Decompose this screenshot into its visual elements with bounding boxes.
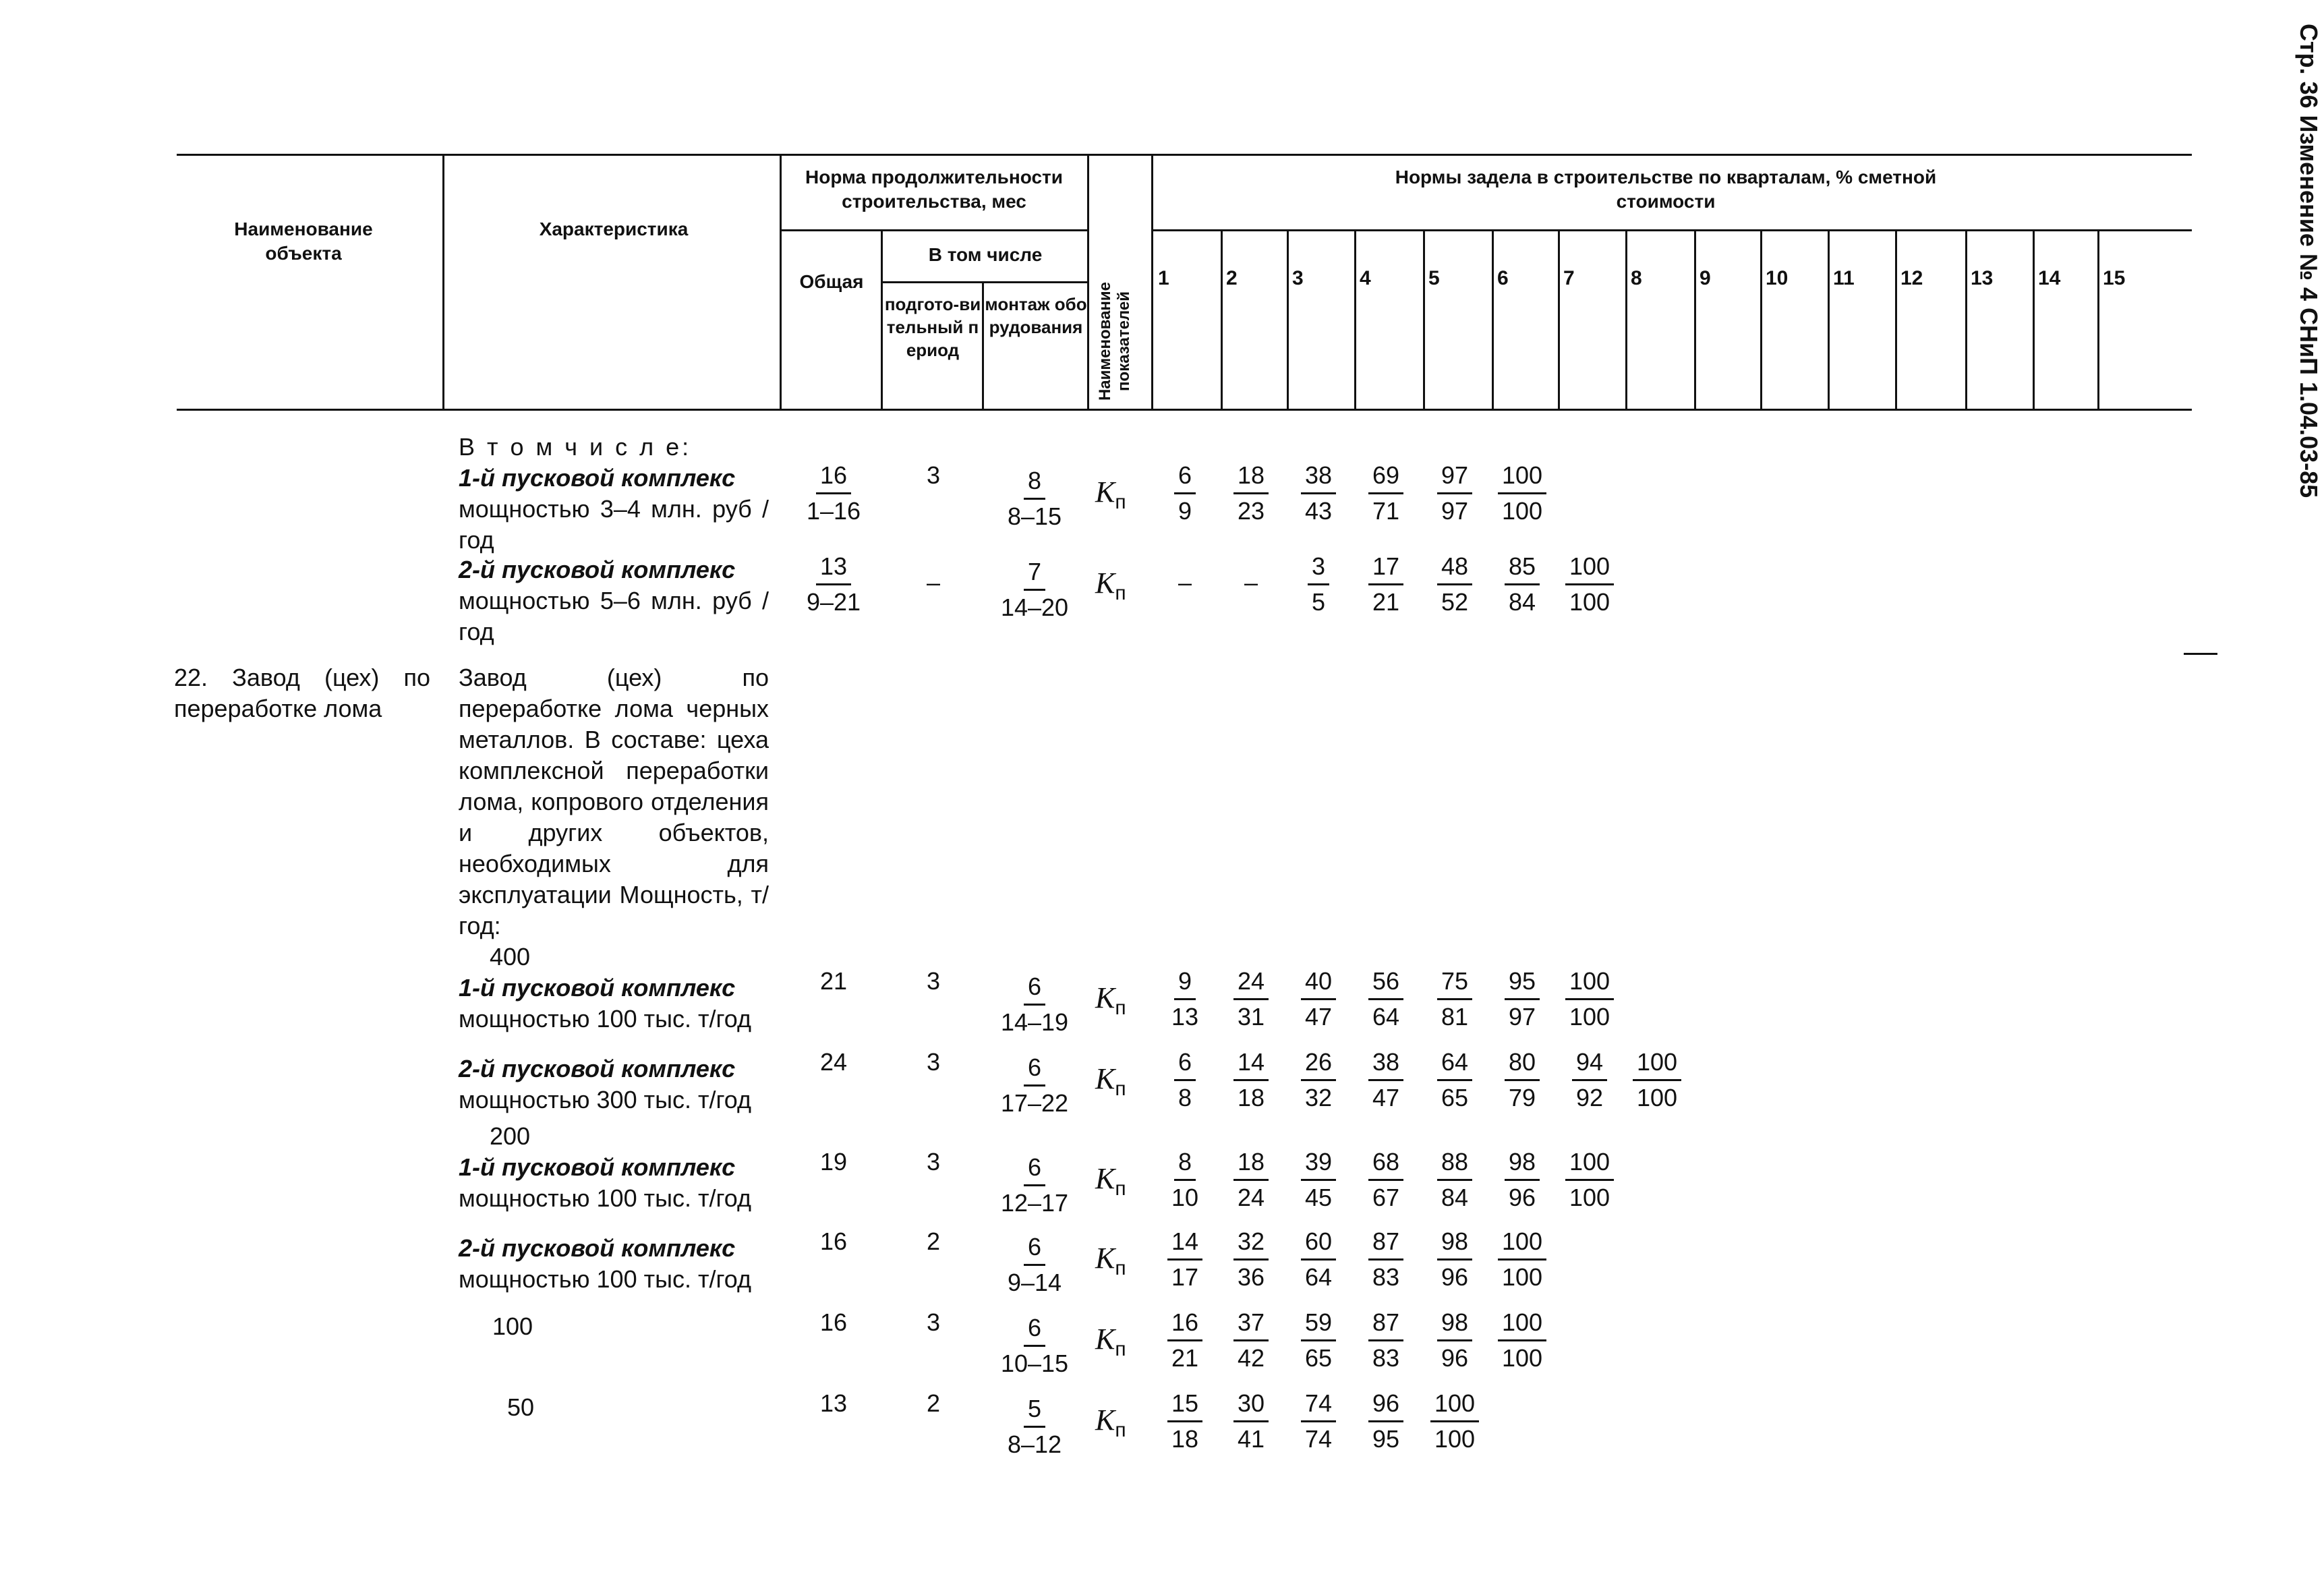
quarter-2-value-bottom: 18: [1237, 1084, 1265, 1111]
quarter-3-value-bottom: 43: [1304, 497, 1333, 525]
quarter-3-value-top: 38: [1301, 459, 1336, 494]
quarter-header-14: 14: [2038, 267, 2061, 289]
quarter-1-value-top: 6: [1174, 1045, 1196, 1081]
r400a-capacity: мощностью 100 тыс. т/год: [459, 1005, 752, 1033]
indicator-kp-letter: K: [1095, 475, 1115, 509]
mount-period: [994, 1311, 1075, 1381]
total-duration-top: 16: [816, 459, 851, 494]
quarter-col-divider: [1423, 231, 1425, 410]
in-total-label: В т о м ч и с л е:: [459, 433, 692, 461]
total-duration-bottom: 9–21: [806, 588, 861, 616]
r400a-name: 1-й пусковой комплекс: [459, 974, 736, 1002]
quarter-2-value-top: 24: [1233, 964, 1269, 1000]
quarter-col-divider: [1965, 231, 1967, 410]
capacity-100: 100: [492, 1312, 533, 1340]
quarter-1-value-bottom: 13: [1171, 1003, 1199, 1031]
quarter-header-1: 1: [1158, 267, 1169, 289]
mount-period: [994, 464, 1075, 533]
quarter-7-value-top: 100: [1565, 550, 1614, 585]
quarter-1-value-bottom: 18: [1171, 1425, 1199, 1453]
mount-period-bottom: 8–15: [1007, 502, 1062, 530]
quarter-3-value-top: 3: [1308, 550, 1329, 585]
indicator-kp: [1095, 1403, 1126, 1442]
quarter-col-divider: [1354, 231, 1356, 410]
quarter-6-value-bottom: 84: [1508, 588, 1536, 616]
quarter-header-10: 10: [1766, 267, 1789, 289]
quarter-header-13: 13: [1971, 267, 1994, 289]
col-divider-characteristic: [780, 154, 782, 410]
quarter-header-12: 12: [1900, 267, 1923, 289]
quarter-3-value-top: 40: [1301, 964, 1336, 1000]
quarter-5-value-bottom: 81: [1441, 1003, 1469, 1031]
quarter-6-value: [1482, 459, 1563, 528]
total-duration-bottom: 1–16: [806, 497, 861, 525]
quarter-4-value-top: 68: [1368, 1145, 1403, 1181]
quarter-5-value-bottom: 96: [1441, 1263, 1469, 1291]
mount-period: [994, 555, 1075, 625]
quarter-5-value-bottom: 52: [1441, 588, 1469, 616]
quarter-3-value-top: 59: [1301, 1306, 1336, 1341]
quarter-header-7: 7: [1563, 267, 1575, 289]
total-duration: [793, 550, 874, 619]
header-characteristic: Характеристика: [539, 219, 689, 239]
r400b-capacity: мощностью 300 тыс. т/год: [459, 1086, 752, 1113]
quarter-5-value-bottom: 100: [1434, 1425, 1476, 1453]
quarter-5-value-bottom: 97: [1441, 497, 1469, 525]
total-duration: 13: [819, 1389, 848, 1417]
quarter-1-value-top: 16: [1167, 1306, 1202, 1341]
r200b-name: 2-й пусковой комплекс: [459, 1234, 736, 1262]
quarter-col-divider: [1221, 231, 1223, 410]
quarter-3-value-top: 26: [1301, 1045, 1336, 1081]
total-duration: 16: [819, 1227, 848, 1255]
quarter-2-value-top: 18: [1233, 1145, 1269, 1181]
quarter-1-value-bottom: 9: [1178, 497, 1192, 525]
indicator-kp-letter: K: [1095, 1062, 1115, 1095]
mount-period-top: 8: [1024, 464, 1045, 500]
quarter-header-3: 3: [1292, 267, 1304, 289]
quarter-6-value-top: 95: [1505, 964, 1540, 1000]
quarter-6-value-top: 100: [1498, 459, 1546, 494]
header-duration: Норма продолжительности строительства, мес: [805, 167, 1063, 212]
quarter-2-value-top: 37: [1233, 1306, 1269, 1341]
indicator-kp-subscript: п: [1115, 1077, 1126, 1100]
prep-period: –: [926, 569, 941, 596]
mount-period-bottom: 9–14: [1007, 1269, 1062, 1296]
side-caption: Стр. 36 Изменение № 4 СНиП 1.04.03-85: [2295, 24, 2323, 498]
quarter-2-value-top: 30: [1233, 1387, 1269, 1422]
quarter-3-value-bottom: 64: [1304, 1263, 1333, 1291]
quarter-2-value-top: 32: [1233, 1225, 1269, 1261]
col-divider-indicator: [1151, 154, 1153, 410]
quarter-5-value-bottom: 65: [1441, 1084, 1469, 1111]
quarter-1-value-bottom: 10: [1171, 1184, 1199, 1211]
indicator-kp: [1095, 1062, 1126, 1101]
quarter-5-value: [1414, 1387, 1495, 1456]
quarter-col-divider: [2033, 231, 2035, 410]
quarter-1-value-bottom: 21: [1171, 1344, 1199, 1372]
quarter-1-value-top: 14: [1167, 1225, 1202, 1261]
quarter-1-value-top: 9: [1174, 964, 1196, 1000]
mount-period-top: 6: [1024, 1051, 1045, 1087]
mount-period: [994, 1051, 1075, 1120]
quarter-5-value-top: 75: [1437, 964, 1472, 1000]
total-duration-top: 13: [816, 550, 851, 585]
mount-period-top: 6: [1024, 970, 1045, 1006]
quarter-header-15: 15: [2103, 267, 2126, 289]
quarter-6-value: [1482, 1225, 1563, 1294]
indicator-kp-letter: K: [1095, 981, 1115, 1014]
quarter-4-value-top: 96: [1368, 1387, 1403, 1422]
indicator-kp-letter: K: [1095, 1403, 1115, 1437]
prep-period: 3: [926, 1148, 941, 1176]
quarter-header-4: 4: [1360, 267, 1371, 289]
header-object: Наименование объекта: [234, 219, 373, 264]
col-divider-duration: [1087, 154, 1089, 410]
quarter-3-value-bottom: 5: [1311, 588, 1326, 616]
mount-period-bottom: 8–12: [1007, 1430, 1062, 1458]
indicator-kp: [1095, 1322, 1126, 1361]
quarter-4-value-bottom: 64: [1372, 1003, 1400, 1031]
quarter-4-value-top: 56: [1368, 964, 1403, 1000]
indicator-kp: [1095, 566, 1126, 605]
mount-period-top: 7: [1024, 555, 1045, 591]
quarter-6-value: [1482, 1306, 1563, 1375]
quarter-6-value-bottom: 96: [1508, 1184, 1536, 1211]
including-sub-rule: [882, 281, 1088, 283]
prep-period: 3: [926, 1308, 941, 1336]
quarter-3-value-bottom: 65: [1304, 1344, 1333, 1372]
quarter-3-value-bottom: 32: [1304, 1084, 1333, 1111]
quarter-8-value-bottom: 100: [1636, 1084, 1678, 1111]
total-duration: 19: [819, 1148, 848, 1176]
quarter-7-value-bottom: 100: [1569, 1003, 1610, 1031]
quarter-col-divider: [1625, 231, 1627, 410]
quarter-6-value-top: 98: [1505, 1145, 1540, 1181]
prep-period: 3: [926, 461, 941, 489]
capacity-400: 400: [490, 943, 531, 971]
quarter-7-value-top: 94: [1572, 1045, 1607, 1081]
indicator-kp-subscript: п: [1115, 1337, 1126, 1360]
quarter-header-5: 5: [1428, 267, 1440, 289]
capacity-50: 50: [507, 1393, 535, 1421]
r200a-capacity: мощностью 100 тыс. т/год: [459, 1184, 752, 1212]
quarter-8-value-top: 100: [1633, 1045, 1681, 1081]
quarter-7-value-top: 100: [1565, 1145, 1614, 1181]
quarter-5-value-top: 48: [1437, 550, 1472, 585]
total-duration: 16: [819, 1308, 848, 1336]
indicator-kp-subscript: п: [1115, 581, 1126, 604]
quarter-6-value-bottom: 79: [1508, 1084, 1536, 1111]
quarter-1-value-top: 6: [1174, 459, 1196, 494]
quarter-col-divider: [1558, 231, 1560, 410]
quarter-4-value-bottom: 67: [1372, 1184, 1400, 1211]
quarter-4-value-bottom: 95: [1372, 1425, 1400, 1453]
backlog-sub-rule: [1153, 229, 2192, 231]
table-top-rule: [177, 154, 2192, 156]
quarter-col-divider: [1694, 231, 1696, 410]
header-bottom-rule: [177, 409, 2192, 411]
quarter-col-divider: [2097, 231, 2099, 410]
mount-period-top: 6: [1024, 1151, 1045, 1186]
indicator-kp-subscript: п: [1115, 1256, 1126, 1279]
quarter-3-value-bottom: 45: [1304, 1184, 1333, 1211]
capacity-200: 200: [490, 1122, 531, 1150]
mount-period-top: 6: [1024, 1311, 1045, 1347]
indicator-kp-letter: K: [1095, 1162, 1115, 1195]
indicator-kp-subscript: п: [1115, 490, 1126, 513]
quarter-7-value-bottom: 92: [1575, 1084, 1604, 1111]
quarter-4-value-top: 69: [1368, 459, 1403, 494]
mount-period-bottom: 10–15: [1000, 1350, 1069, 1377]
total-duration: 21: [819, 967, 848, 995]
indicator-kp-subscript: п: [1115, 996, 1126, 1019]
quarter-2-value-bottom: 42: [1237, 1344, 1265, 1372]
header-prep: подгото-вительный период: [884, 294, 981, 360]
quarter-2-value-top: 14: [1233, 1045, 1269, 1081]
quarter-col-divider: [1895, 231, 1897, 410]
mount-period-bottom: 14–19: [1000, 1008, 1069, 1036]
quarter-4-value-bottom: 83: [1372, 1344, 1400, 1372]
quarter-3-value-top: 39: [1301, 1145, 1336, 1181]
complex2-capacity: мощностью 5–6 млн. руб /год: [459, 587, 769, 645]
r200a-name: 1-й пусковой комплекс: [459, 1153, 736, 1181]
quarter-3-value-bottom: 74: [1304, 1425, 1333, 1453]
quarter-5-value-top: 98: [1437, 1306, 1472, 1341]
quarter-7-value-top: 100: [1565, 964, 1614, 1000]
quarter-4-value-bottom: 21: [1372, 588, 1400, 616]
quarter-7-value: [1549, 1145, 1630, 1215]
indicator-kp: [1095, 475, 1126, 514]
quarter-1-value: –: [1178, 569, 1192, 596]
header-backlog: Нормы задела в строительстве по кварталам, % сметной стоимости: [1395, 167, 1937, 212]
prep-period: 2: [926, 1227, 941, 1255]
quarter-6-value-top: 100: [1498, 1306, 1546, 1341]
header-indicator: Наименование показателей: [1096, 281, 1133, 401]
mount-period: [994, 1392, 1075, 1461]
indicator-kp: [1095, 1241, 1126, 1280]
quarter-header-6: 6: [1497, 267, 1509, 289]
quarter-4-value-bottom: 71: [1372, 497, 1400, 525]
indicator-kp: [1095, 1161, 1126, 1200]
prep-period: 2: [926, 1389, 941, 1417]
quarter-7-value: [1549, 964, 1630, 1034]
quarter-2-value: –: [1244, 569, 1258, 596]
mount-period: [994, 1230, 1075, 1300]
quarter-4-value-bottom: 47: [1372, 1084, 1400, 1111]
indicator-kp: [1095, 981, 1126, 1020]
quarter-1-value-bottom: 8: [1178, 1084, 1192, 1111]
quarter-1-value-bottom: 17: [1171, 1263, 1199, 1291]
col-divider-total: [881, 229, 883, 410]
quarter-6-value-bottom: 100: [1501, 497, 1543, 525]
quarter-1-value-top: 15: [1167, 1387, 1202, 1422]
duration-sub-rule: [781, 229, 1088, 231]
quarter-6-value-bottom: 100: [1501, 1263, 1543, 1291]
complex1-capacity: мощностью 3–4 млн. руб /год: [459, 495, 769, 554]
complex2-name: 2-й пусковой комплекс: [459, 556, 736, 583]
prep-period: 3: [926, 967, 941, 995]
complex1-name: 1-й пусковой комплекс: [459, 464, 736, 492]
mount-period: [994, 970, 1075, 1039]
side-caption-underline: [2184, 653, 2217, 655]
quarter-col-divider: [1492, 231, 1494, 410]
header-mount: монтаж оборудования: [985, 294, 1087, 337]
quarter-4-value-top: 87: [1368, 1306, 1403, 1341]
quarter-7-value: [1549, 550, 1630, 619]
mount-period-bottom: 12–17: [1000, 1189, 1069, 1217]
quarter-4-value-bottom: 83: [1372, 1263, 1400, 1291]
quarter-2-value-bottom: 31: [1237, 1003, 1265, 1031]
quarter-header-11: 11: [1833, 267, 1855, 289]
quarter-6-value-top: 85: [1505, 550, 1540, 585]
quarter-3-value-top: 60: [1301, 1225, 1336, 1261]
quarter-2-value-bottom: 23: [1237, 497, 1265, 525]
quarter-1-value-top: 8: [1174, 1145, 1196, 1181]
r400b-name: 2-й пусковой комплекс: [459, 1055, 736, 1082]
r200b-capacity: мощностью 100 тыс. т/год: [459, 1265, 752, 1293]
indicator-kp-letter: K: [1095, 1323, 1115, 1356]
quarter-col-divider: [1287, 231, 1289, 410]
quarter-5-value-bottom: 96: [1441, 1344, 1469, 1372]
col-divider-prep: [982, 281, 984, 410]
quarter-8-value: [1617, 1045, 1697, 1115]
header-including: В том числе: [928, 244, 1043, 265]
header-total: Общая: [799, 271, 864, 292]
quarter-3-value-bottom: 47: [1304, 1003, 1333, 1031]
quarter-3-value-top: 74: [1301, 1387, 1336, 1422]
prep-period: 3: [926, 1048, 941, 1076]
total-duration: 24: [819, 1048, 848, 1076]
quarter-col-divider: [1828, 231, 1830, 410]
indicator-kp-subscript: п: [1115, 1418, 1126, 1441]
quarter-6-value-bottom: 100: [1501, 1344, 1543, 1372]
col-divider-object: [442, 154, 444, 410]
mount-period: [994, 1151, 1075, 1220]
quarter-6-value-top: 80: [1505, 1045, 1540, 1081]
total-duration: [793, 459, 874, 528]
indicator-kp-letter: K: [1095, 1242, 1115, 1275]
row22-label: 22. Завод (цех) по переработке лома: [174, 664, 430, 722]
quarter-7-value-bottom: 100: [1569, 1184, 1610, 1211]
quarter-5-value-top: 98: [1437, 1225, 1472, 1261]
mount-period-bottom: 17–22: [1000, 1089, 1069, 1117]
quarter-col-divider: [1760, 231, 1762, 410]
quarter-2-value-bottom: 24: [1237, 1184, 1265, 1211]
indicator-kp-letter: K: [1095, 567, 1115, 600]
quarter-header-8: 8: [1631, 267, 1642, 289]
indicator-kp-subscript: п: [1115, 1177, 1126, 1200]
row22-description: Завод (цех) по переработке лома черных металлов. В составе: цеха комплексной переработки лома, копрового отделения и других объектов, необходимых для эксплуатации Мощность, т/год:: [459, 664, 769, 939]
quarter-5-value-top: 100: [1430, 1387, 1479, 1422]
quarter-5-value-top: 64: [1437, 1045, 1472, 1081]
quarter-5-value-top: 97: [1437, 459, 1472, 494]
mount-period-bottom: 14–20: [1000, 593, 1069, 621]
mount-period-top: 6: [1024, 1230, 1045, 1266]
quarter-2-value-top: 18: [1233, 459, 1269, 494]
quarter-5-value-bottom: 84: [1441, 1184, 1469, 1211]
quarter-header-2: 2: [1226, 267, 1238, 289]
quarter-4-value-top: 87: [1368, 1225, 1403, 1261]
quarter-6-value-bottom: 97: [1508, 1003, 1536, 1031]
quarter-5-value-top: 88: [1437, 1145, 1472, 1181]
quarter-4-value-top: 38: [1368, 1045, 1403, 1081]
quarter-7-value-bottom: 100: [1569, 588, 1610, 616]
quarter-2-value-bottom: 36: [1237, 1263, 1265, 1291]
quarter-2-value-bottom: 41: [1237, 1425, 1265, 1453]
quarter-4-value-top: 17: [1368, 550, 1403, 585]
quarter-header-9: 9: [1700, 267, 1711, 289]
quarter-6-value-top: 100: [1498, 1225, 1546, 1261]
mount-period-top: 5: [1024, 1392, 1045, 1428]
